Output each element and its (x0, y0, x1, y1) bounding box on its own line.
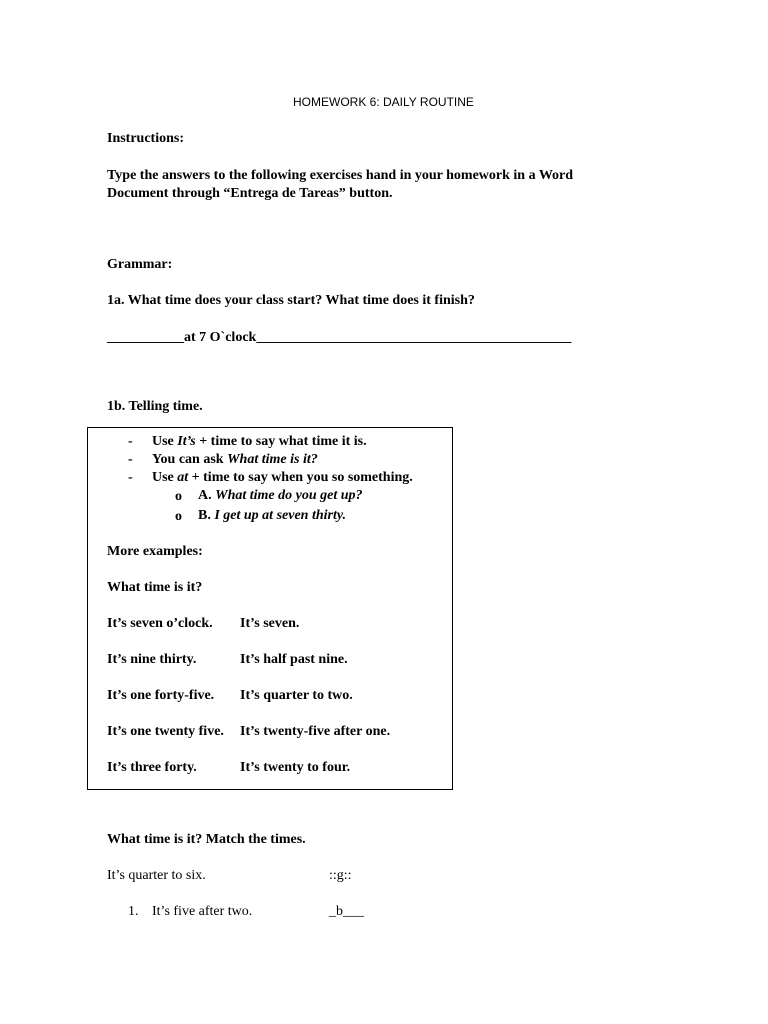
example-left: It’s one forty-five. (107, 688, 215, 703)
match-item-answer[interactable]: _b___ (329, 904, 364, 919)
bullet-at: Use at + time to say when you so something. (152, 470, 413, 485)
example-right: It’s half past nine. (240, 652, 348, 667)
bullet-dash: - (128, 434, 133, 449)
example-right: It’s twenty-five after one. (240, 724, 391, 739)
instructions-line-1: Type the answers to the following exercises hand in your homework in a Word (107, 168, 574, 183)
example-right: It’s seven. (240, 616, 300, 631)
match-example-text: It’s quarter to six. (107, 868, 206, 883)
more-examples-label: More examples: (107, 544, 203, 559)
example-left: It’s seven o’clock. (107, 616, 213, 631)
instructions-line-2: Document through “Entrega de Tareas” button. (107, 186, 393, 201)
bullet-dash: - (128, 470, 133, 485)
subbullet-b: B. I get up at seven thirty. (198, 508, 347, 523)
example-question: What time is it? (107, 580, 203, 595)
match-example-answer: ::g:: (329, 868, 352, 883)
bullet-its: Use It’s + time to say what time it is. (152, 434, 367, 449)
bullet-dash: - (128, 452, 133, 467)
page-title: HOMEWORK 6: DAILY ROUTINE (293, 95, 474, 109)
bullet-ask: You can ask What time is it? (152, 452, 318, 467)
example-left: It’s nine thirty. (107, 652, 197, 667)
match-item-text: It’s five after two. (152, 904, 253, 919)
example-left: It’s one twenty five. (107, 724, 224, 739)
example-right: It’s quarter to two. (240, 688, 353, 703)
instructions-heading: Instructions: (107, 131, 185, 146)
question-1a-answer: ___________at 7 O`clock_____________________________________________ (107, 330, 572, 345)
example-right: It’s twenty to four. (240, 760, 351, 775)
subbullet-marker: o (175, 489, 182, 504)
match-heading: What time is it? Match the times. (107, 832, 306, 847)
subbullet-marker: o (175, 509, 182, 524)
example-left: It’s three forty. (107, 760, 197, 775)
subbullet-a: A. What time do you get up? (198, 488, 363, 503)
grammar-heading: Grammar: (107, 257, 173, 272)
question-1a: 1a. What time does your class start? What time does it finish? (107, 293, 475, 308)
match-item-number: 1. (128, 904, 139, 919)
question-1b: 1b. Telling time. (107, 399, 203, 414)
